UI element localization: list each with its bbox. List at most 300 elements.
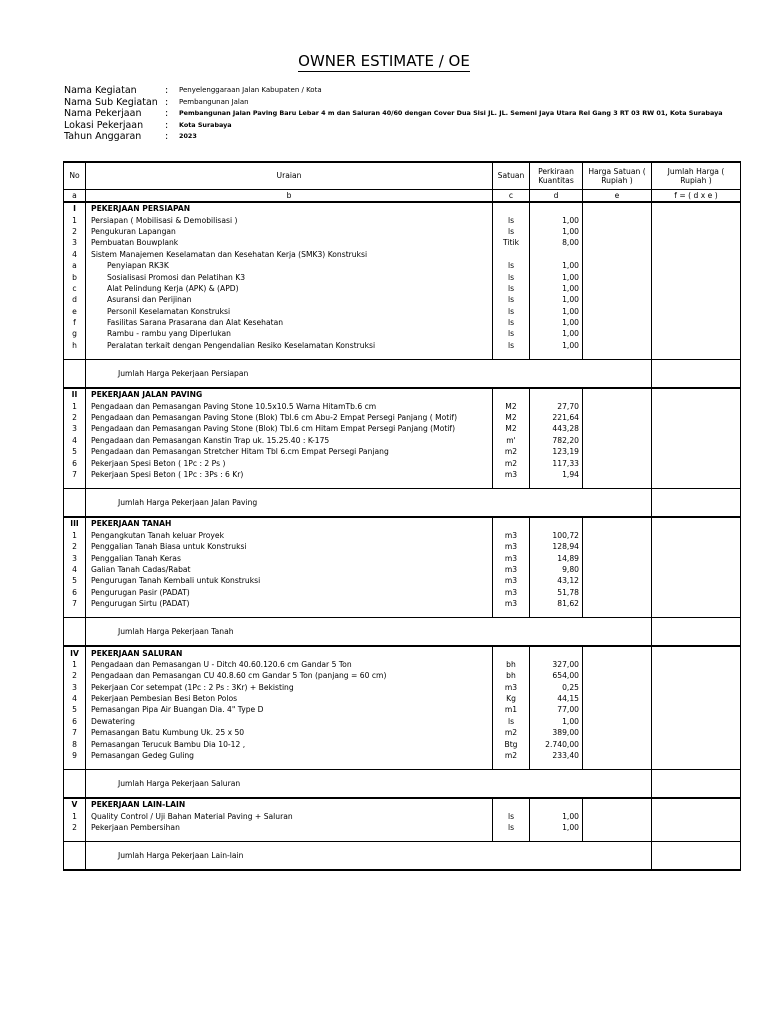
item-description: Fasilitas Sarana Prasarana dan Alat Kesehatan xyxy=(86,317,493,328)
empty-cell xyxy=(652,517,741,529)
empty-cell xyxy=(583,609,652,618)
item-unit-price xyxy=(583,738,652,749)
subtotal-row xyxy=(64,489,741,518)
item-number: 5 xyxy=(64,575,86,586)
item-quantity: 389,00 xyxy=(530,727,583,738)
empty-cell xyxy=(583,202,652,214)
table-row xyxy=(64,469,741,480)
item-unit-price xyxy=(583,249,652,260)
section-title: PEKERJAAN PERSIAPAN xyxy=(86,202,493,214)
item-number: c xyxy=(64,283,86,294)
item-quantity: 14,89 xyxy=(530,552,583,563)
item-unit-price xyxy=(583,693,652,704)
table-row xyxy=(64,400,741,411)
empty-cell xyxy=(530,833,583,842)
item-unit-price xyxy=(583,317,652,328)
item-number: g xyxy=(64,328,86,339)
empty-cell xyxy=(64,489,86,518)
letter-jumlah: f = ( d x e ) xyxy=(652,190,741,203)
item-description: Pengadaan dan Pemasangan Kanstin Trap uk. 15.25.40 : K-175 xyxy=(86,435,493,446)
item-unit-price xyxy=(583,260,652,271)
empty-cell xyxy=(530,480,583,489)
item-total-price xyxy=(652,328,741,339)
empty-cell xyxy=(530,609,583,618)
item-number: 7 xyxy=(64,727,86,738)
subtotal-value xyxy=(652,360,741,389)
item-total-price xyxy=(652,283,741,294)
section-title: PEKERJAAN SALURAN xyxy=(86,646,493,658)
item-quantity: 1,00 xyxy=(530,317,583,328)
item-number: f xyxy=(64,317,86,328)
item-total-price xyxy=(652,750,741,761)
section-row xyxy=(64,646,741,658)
item-total-price xyxy=(652,716,741,727)
table-row xyxy=(64,214,741,225)
table-row xyxy=(64,727,741,738)
empty-cell xyxy=(493,646,530,658)
item-unit: Kg xyxy=(493,693,530,704)
empty-cell xyxy=(493,761,530,770)
item-total-price xyxy=(652,226,741,237)
item-unit: ls xyxy=(493,317,530,328)
table-row xyxy=(64,457,741,468)
info-separator: : xyxy=(165,85,169,96)
item-quantity: 327,00 xyxy=(530,659,583,670)
table-row xyxy=(64,306,741,317)
empty-cell xyxy=(652,833,741,842)
table-row xyxy=(64,587,741,598)
item-quantity: 27,70 xyxy=(530,400,583,411)
item-unit: m3 xyxy=(493,564,530,575)
item-quantity: 782,20 xyxy=(530,435,583,446)
item-unit-price xyxy=(583,682,652,693)
info-value: Penyelenggaraan Jalan Kabupaten / Kota xyxy=(179,86,322,94)
section-title: PEKERJAAN JALAN PAVING xyxy=(86,388,493,400)
item-total-price xyxy=(652,435,741,446)
empty-cell xyxy=(86,761,493,770)
item-quantity: 1,00 xyxy=(530,811,583,822)
item-total-price xyxy=(652,693,741,704)
subtotal-row xyxy=(64,842,741,871)
item-number: 6 xyxy=(64,716,86,727)
table-row xyxy=(64,423,741,434)
empty-cell xyxy=(530,798,583,810)
info-separator: : xyxy=(165,119,169,131)
header-no: No xyxy=(64,162,86,190)
table-row xyxy=(64,271,741,282)
header-jumlah-harga: Jumlah Harga ( Rupiah ) xyxy=(652,162,741,190)
table-row xyxy=(64,283,741,294)
empty-cell xyxy=(86,833,493,842)
empty-cell xyxy=(64,842,86,871)
item-description: Asuransi dan Perijinan xyxy=(86,294,493,305)
info-value: Pembangunan Jalan Paving Baru Lebar 4 m dan Saluran 40/60 dengan Cover Dua Sisi JL. JL. Semeni Jaya Utara Rel Gang 3 RT 03 RW 01, Kota Surabaya xyxy=(179,109,723,117)
item-total-price xyxy=(652,564,741,575)
item-total-price xyxy=(652,598,741,609)
item-unit: ls xyxy=(493,214,530,225)
item-number: 8 xyxy=(64,738,86,749)
item-total-price xyxy=(652,446,741,457)
item-quantity: 1,00 xyxy=(530,340,583,351)
item-unit-price xyxy=(583,328,652,339)
item-number: 2 xyxy=(64,226,86,237)
item-description: Pengangkutan Tanah keluar Proyek xyxy=(86,530,493,541)
subtotal-row xyxy=(64,618,741,647)
item-number: h xyxy=(64,340,86,351)
item-description: Pekerjaan Spesi Beton ( 1Pc : 3Ps : 6 Kr) xyxy=(86,469,493,480)
info-label: Lokasi Pekerjaan xyxy=(64,119,144,131)
empty-cell xyxy=(493,517,530,529)
item-description: Pemasangan Terucuk Bambu Dia 10-12 , xyxy=(86,738,493,749)
empty-cell xyxy=(64,351,86,360)
item-unit: m3 xyxy=(493,530,530,541)
table-row xyxy=(64,811,741,822)
info-value: Pembangunan Jalan xyxy=(179,97,249,106)
empty-cell xyxy=(583,833,652,842)
table-row xyxy=(64,446,741,457)
item-number: 2 xyxy=(64,412,86,423)
empty-cell xyxy=(583,517,652,529)
item-description: Pekerjaan Cor setempat (1Pc : 2 Ps : 3Kr) + Bekisting xyxy=(86,682,493,693)
table-row xyxy=(64,237,741,248)
spacer-row xyxy=(64,833,741,842)
item-total-price xyxy=(652,317,741,328)
table-row xyxy=(64,564,741,575)
empty-cell xyxy=(652,761,741,770)
subtotal-label: Jumlah Harga Pekerjaan Tanah xyxy=(86,618,652,647)
item-quantity: 9,80 xyxy=(530,564,583,575)
subtotal-label: Jumlah Harga Pekerjaan Persiapan xyxy=(86,360,652,389)
item-total-price xyxy=(652,587,741,598)
item-total-price xyxy=(652,412,741,423)
item-description: Rambu - rambu yang Diperlukan xyxy=(86,328,493,339)
item-unit-price xyxy=(583,704,652,715)
item-unit: ls xyxy=(493,328,530,339)
section-title: PEKERJAAN TANAH xyxy=(86,517,493,529)
estimate-table xyxy=(63,161,741,871)
empty-cell xyxy=(530,351,583,360)
empty-cell xyxy=(530,761,583,770)
item-number: 3 xyxy=(64,552,86,563)
item-unit-price xyxy=(583,412,652,423)
item-number: 1 xyxy=(64,400,86,411)
letter-uraian: b xyxy=(86,190,493,203)
empty-cell xyxy=(64,360,86,389)
header-satuan: Satuan xyxy=(493,162,530,190)
info-row xyxy=(64,97,754,109)
item-quantity: 1,00 xyxy=(530,328,583,339)
item-total-price xyxy=(652,340,741,351)
item-quantity: 1,00 xyxy=(530,306,583,317)
empty-cell xyxy=(652,609,741,618)
item-total-price xyxy=(652,552,741,563)
item-unit-price xyxy=(583,564,652,575)
info-label: Nama Pekerjaan xyxy=(64,108,142,119)
item-unit-price xyxy=(583,226,652,237)
item-unit-price xyxy=(583,587,652,598)
item-unit: m3 xyxy=(493,587,530,598)
item-quantity: 51,78 xyxy=(530,587,583,598)
empty-cell xyxy=(583,646,652,658)
letter-harga: e xyxy=(583,190,652,203)
item-description: Penyiapan RK3K xyxy=(86,260,493,271)
item-unit: ls xyxy=(493,226,530,237)
table-row xyxy=(64,294,741,305)
item-description: Galian Tanah Cadas/Rabat xyxy=(86,564,493,575)
item-number: 3 xyxy=(64,237,86,248)
item-description: Penggalian Tanah Keras xyxy=(86,552,493,563)
item-description: Pemasangan Batu Kumbung Uk. 25 x 50 xyxy=(86,727,493,738)
subtotal-value xyxy=(652,770,741,799)
item-unit-price xyxy=(583,552,652,563)
spacer-row xyxy=(64,609,741,618)
item-number: 1 xyxy=(64,530,86,541)
item-number: 1 xyxy=(64,811,86,822)
item-description: Pengadaan dan Pemasangan Stretcher Hitam Tbl 6.cm Empat Persegi Panjang xyxy=(86,446,493,457)
item-unit: ls xyxy=(493,811,530,822)
empty-cell xyxy=(652,646,741,658)
item-unit: m2 xyxy=(493,457,530,468)
item-unit: m3 xyxy=(493,598,530,609)
item-description: Pengadaan dan Pemasangan CU 40.8.60 cm Gandar 5 Ton (panjang = 60 cm) xyxy=(86,670,493,681)
item-total-price xyxy=(652,423,741,434)
item-number: 4 xyxy=(64,435,86,446)
item-total-price xyxy=(652,294,741,305)
item-unit: bh xyxy=(493,670,530,681)
item-unit: ls xyxy=(493,271,530,282)
spacer-row xyxy=(64,351,741,360)
item-unit-price xyxy=(583,237,652,248)
table-row xyxy=(64,704,741,715)
empty-cell xyxy=(86,480,493,489)
letter-row xyxy=(64,190,741,203)
item-unit-price xyxy=(583,811,652,822)
item-unit: ls xyxy=(493,283,530,294)
item-number: 3 xyxy=(64,682,86,693)
section-number: V xyxy=(64,798,86,810)
item-description: Sosialisasi Promosi dan Pelatihan K3 xyxy=(86,271,493,282)
item-quantity: 1,00 xyxy=(530,214,583,225)
item-total-price xyxy=(652,822,741,833)
subtotal-row xyxy=(64,360,741,389)
item-quantity: 81,62 xyxy=(530,598,583,609)
item-total-price xyxy=(652,541,741,552)
item-total-price xyxy=(652,400,741,411)
item-quantity: 221,64 xyxy=(530,412,583,423)
item-unit: m' xyxy=(493,435,530,446)
item-quantity: 0,25 xyxy=(530,682,583,693)
empty-cell xyxy=(530,202,583,214)
item-quantity: 43,12 xyxy=(530,575,583,586)
item-number: 1 xyxy=(64,659,86,670)
item-number: 5 xyxy=(64,446,86,457)
info-label: Nama Kegiatan xyxy=(64,85,137,96)
table-row xyxy=(64,340,741,351)
item-unit: ls xyxy=(493,822,530,833)
item-total-price xyxy=(652,659,741,670)
empty-cell xyxy=(530,517,583,529)
item-description: Dewatering xyxy=(86,716,493,727)
table-row xyxy=(64,575,741,586)
empty-cell xyxy=(583,480,652,489)
item-quantity: 1,00 xyxy=(530,716,583,727)
document-title: OWNER ESTIMATE / OE xyxy=(298,52,470,70)
item-quantity: 2.740,00 xyxy=(530,738,583,749)
item-unit: ls xyxy=(493,716,530,727)
item-quantity: 44,15 xyxy=(530,693,583,704)
empty-cell xyxy=(583,798,652,810)
item-unit: m3 xyxy=(493,682,530,693)
item-quantity: 1,00 xyxy=(530,294,583,305)
item-number: 9 xyxy=(64,750,86,761)
item-unit-price xyxy=(583,457,652,468)
header-kuantitas: Perkiraan Kuantitas xyxy=(530,162,583,190)
item-unit-price xyxy=(583,822,652,833)
info-row xyxy=(64,108,754,120)
item-unit-price xyxy=(583,340,652,351)
item-number: e xyxy=(64,306,86,317)
empty-cell xyxy=(652,202,741,214)
section-number: II xyxy=(64,388,86,400)
item-unit-price xyxy=(583,727,652,738)
letter-kuantitas: d xyxy=(530,190,583,203)
item-unit-price xyxy=(583,659,652,670)
spacer-row xyxy=(64,480,741,489)
empty-cell xyxy=(86,609,493,618)
info-row xyxy=(64,120,754,132)
item-quantity: 77,00 xyxy=(530,704,583,715)
item-description: Pengadaan dan Pemasangan U - Ditch 40.60.120.6 cm Gandar 5 Ton xyxy=(86,659,493,670)
subtotal-label: Jumlah Harga Pekerjaan Jalan Paving xyxy=(86,489,652,518)
info-separator: : xyxy=(165,131,169,142)
empty-cell xyxy=(530,388,583,400)
table-row xyxy=(64,716,741,727)
item-description: Pekerjaan Spesi Beton ( 1Pc : 2 Ps ) xyxy=(86,457,493,468)
item-unit: ls xyxy=(493,340,530,351)
item-description: Pengukuran Lapangan xyxy=(86,226,493,237)
table-row xyxy=(64,693,741,704)
item-unit-price xyxy=(583,575,652,586)
subtotal-label: Jumlah Harga Pekerjaan Saluran xyxy=(86,770,652,799)
item-unit: ls xyxy=(493,260,530,271)
item-total-price xyxy=(652,727,741,738)
item-number: 7 xyxy=(64,598,86,609)
item-quantity: 1,00 xyxy=(530,822,583,833)
item-total-price xyxy=(652,670,741,681)
item-unit: m1 xyxy=(493,704,530,715)
section-number: III xyxy=(64,517,86,529)
item-total-price xyxy=(652,271,741,282)
item-description: Alat Pelindung Kerja (APK) & (APD) xyxy=(86,283,493,294)
item-number: 3 xyxy=(64,423,86,434)
table-row xyxy=(64,552,741,563)
item-total-price xyxy=(652,811,741,822)
item-total-price xyxy=(652,237,741,248)
empty-cell xyxy=(64,609,86,618)
info-separator: : xyxy=(165,96,169,108)
item-unit xyxy=(493,249,530,260)
empty-cell xyxy=(530,646,583,658)
empty-cell xyxy=(493,388,530,400)
item-description: Pemasangan Pipa Air Buangan Dia. 4" Type D xyxy=(86,704,493,715)
item-unit-price xyxy=(583,598,652,609)
item-unit: M2 xyxy=(493,412,530,423)
spacer-row xyxy=(64,761,741,770)
table-row xyxy=(64,530,741,541)
table-row xyxy=(64,412,741,423)
letter-no: a xyxy=(64,190,86,203)
empty-cell xyxy=(583,388,652,400)
empty-cell xyxy=(493,351,530,360)
header-harga-satuan: Harga Satuan ( Rupiah ) xyxy=(583,162,652,190)
subtotal-label: Jumlah Harga Pekerjaan Lain-lain xyxy=(86,842,652,871)
item-unit: m2 xyxy=(493,727,530,738)
empty-cell xyxy=(64,480,86,489)
item-unit: m3 xyxy=(493,469,530,480)
empty-cell xyxy=(493,833,530,842)
empty-cell xyxy=(64,618,86,647)
item-unit: ls xyxy=(493,294,530,305)
item-unit: m3 xyxy=(493,541,530,552)
info-value: 2023 xyxy=(179,132,197,140)
item-description: Pekerjaan Pembersihan xyxy=(86,822,493,833)
item-description: Pengadaan dan Pemasangan Paving Stone 10.5x10.5 Warna HitamTb.6 cm xyxy=(86,400,493,411)
item-unit: Btg xyxy=(493,738,530,749)
item-quantity xyxy=(530,249,583,260)
table-row xyxy=(64,659,741,670)
item-number: 4 xyxy=(64,693,86,704)
empty-cell xyxy=(652,798,741,810)
item-number: a xyxy=(64,260,86,271)
item-quantity: 128,94 xyxy=(530,541,583,552)
info-row xyxy=(64,85,754,97)
item-total-price xyxy=(652,457,741,468)
item-description: Quality Control / Uji Bahan Material Paving + Saluran xyxy=(86,811,493,822)
item-description: Pemasangan Gedeg Guling xyxy=(86,750,493,761)
item-unit: M2 xyxy=(493,423,530,434)
item-number: 7 xyxy=(64,469,86,480)
subtotal-value xyxy=(652,842,741,871)
section-row xyxy=(64,388,741,400)
item-description: Penggalian Tanah Biasa untuk Konstruksi xyxy=(86,541,493,552)
item-unit: M2 xyxy=(493,400,530,411)
empty-cell xyxy=(583,351,652,360)
header-row xyxy=(64,162,741,190)
subtotal-value xyxy=(652,618,741,647)
item-quantity: 1,94 xyxy=(530,469,583,480)
table-row xyxy=(64,249,741,260)
item-total-price xyxy=(652,249,741,260)
info-label: Tahun Anggaran xyxy=(64,131,142,142)
item-quantity: 1,00 xyxy=(530,226,583,237)
subtotal-row xyxy=(64,770,741,799)
item-unit-price xyxy=(583,423,652,434)
item-quantity: 100,72 xyxy=(530,530,583,541)
item-quantity: 233,40 xyxy=(530,750,583,761)
item-quantity: 117,33 xyxy=(530,457,583,468)
item-unit-price xyxy=(583,541,652,552)
info-row xyxy=(64,131,754,143)
item-unit-price xyxy=(583,435,652,446)
empty-cell xyxy=(652,480,741,489)
item-unit-price xyxy=(583,446,652,457)
empty-cell xyxy=(64,833,86,842)
empty-cell xyxy=(493,480,530,489)
section-row xyxy=(64,517,741,529)
item-quantity: 1,00 xyxy=(530,283,583,294)
section-row xyxy=(64,202,741,214)
item-number: 2 xyxy=(64,541,86,552)
